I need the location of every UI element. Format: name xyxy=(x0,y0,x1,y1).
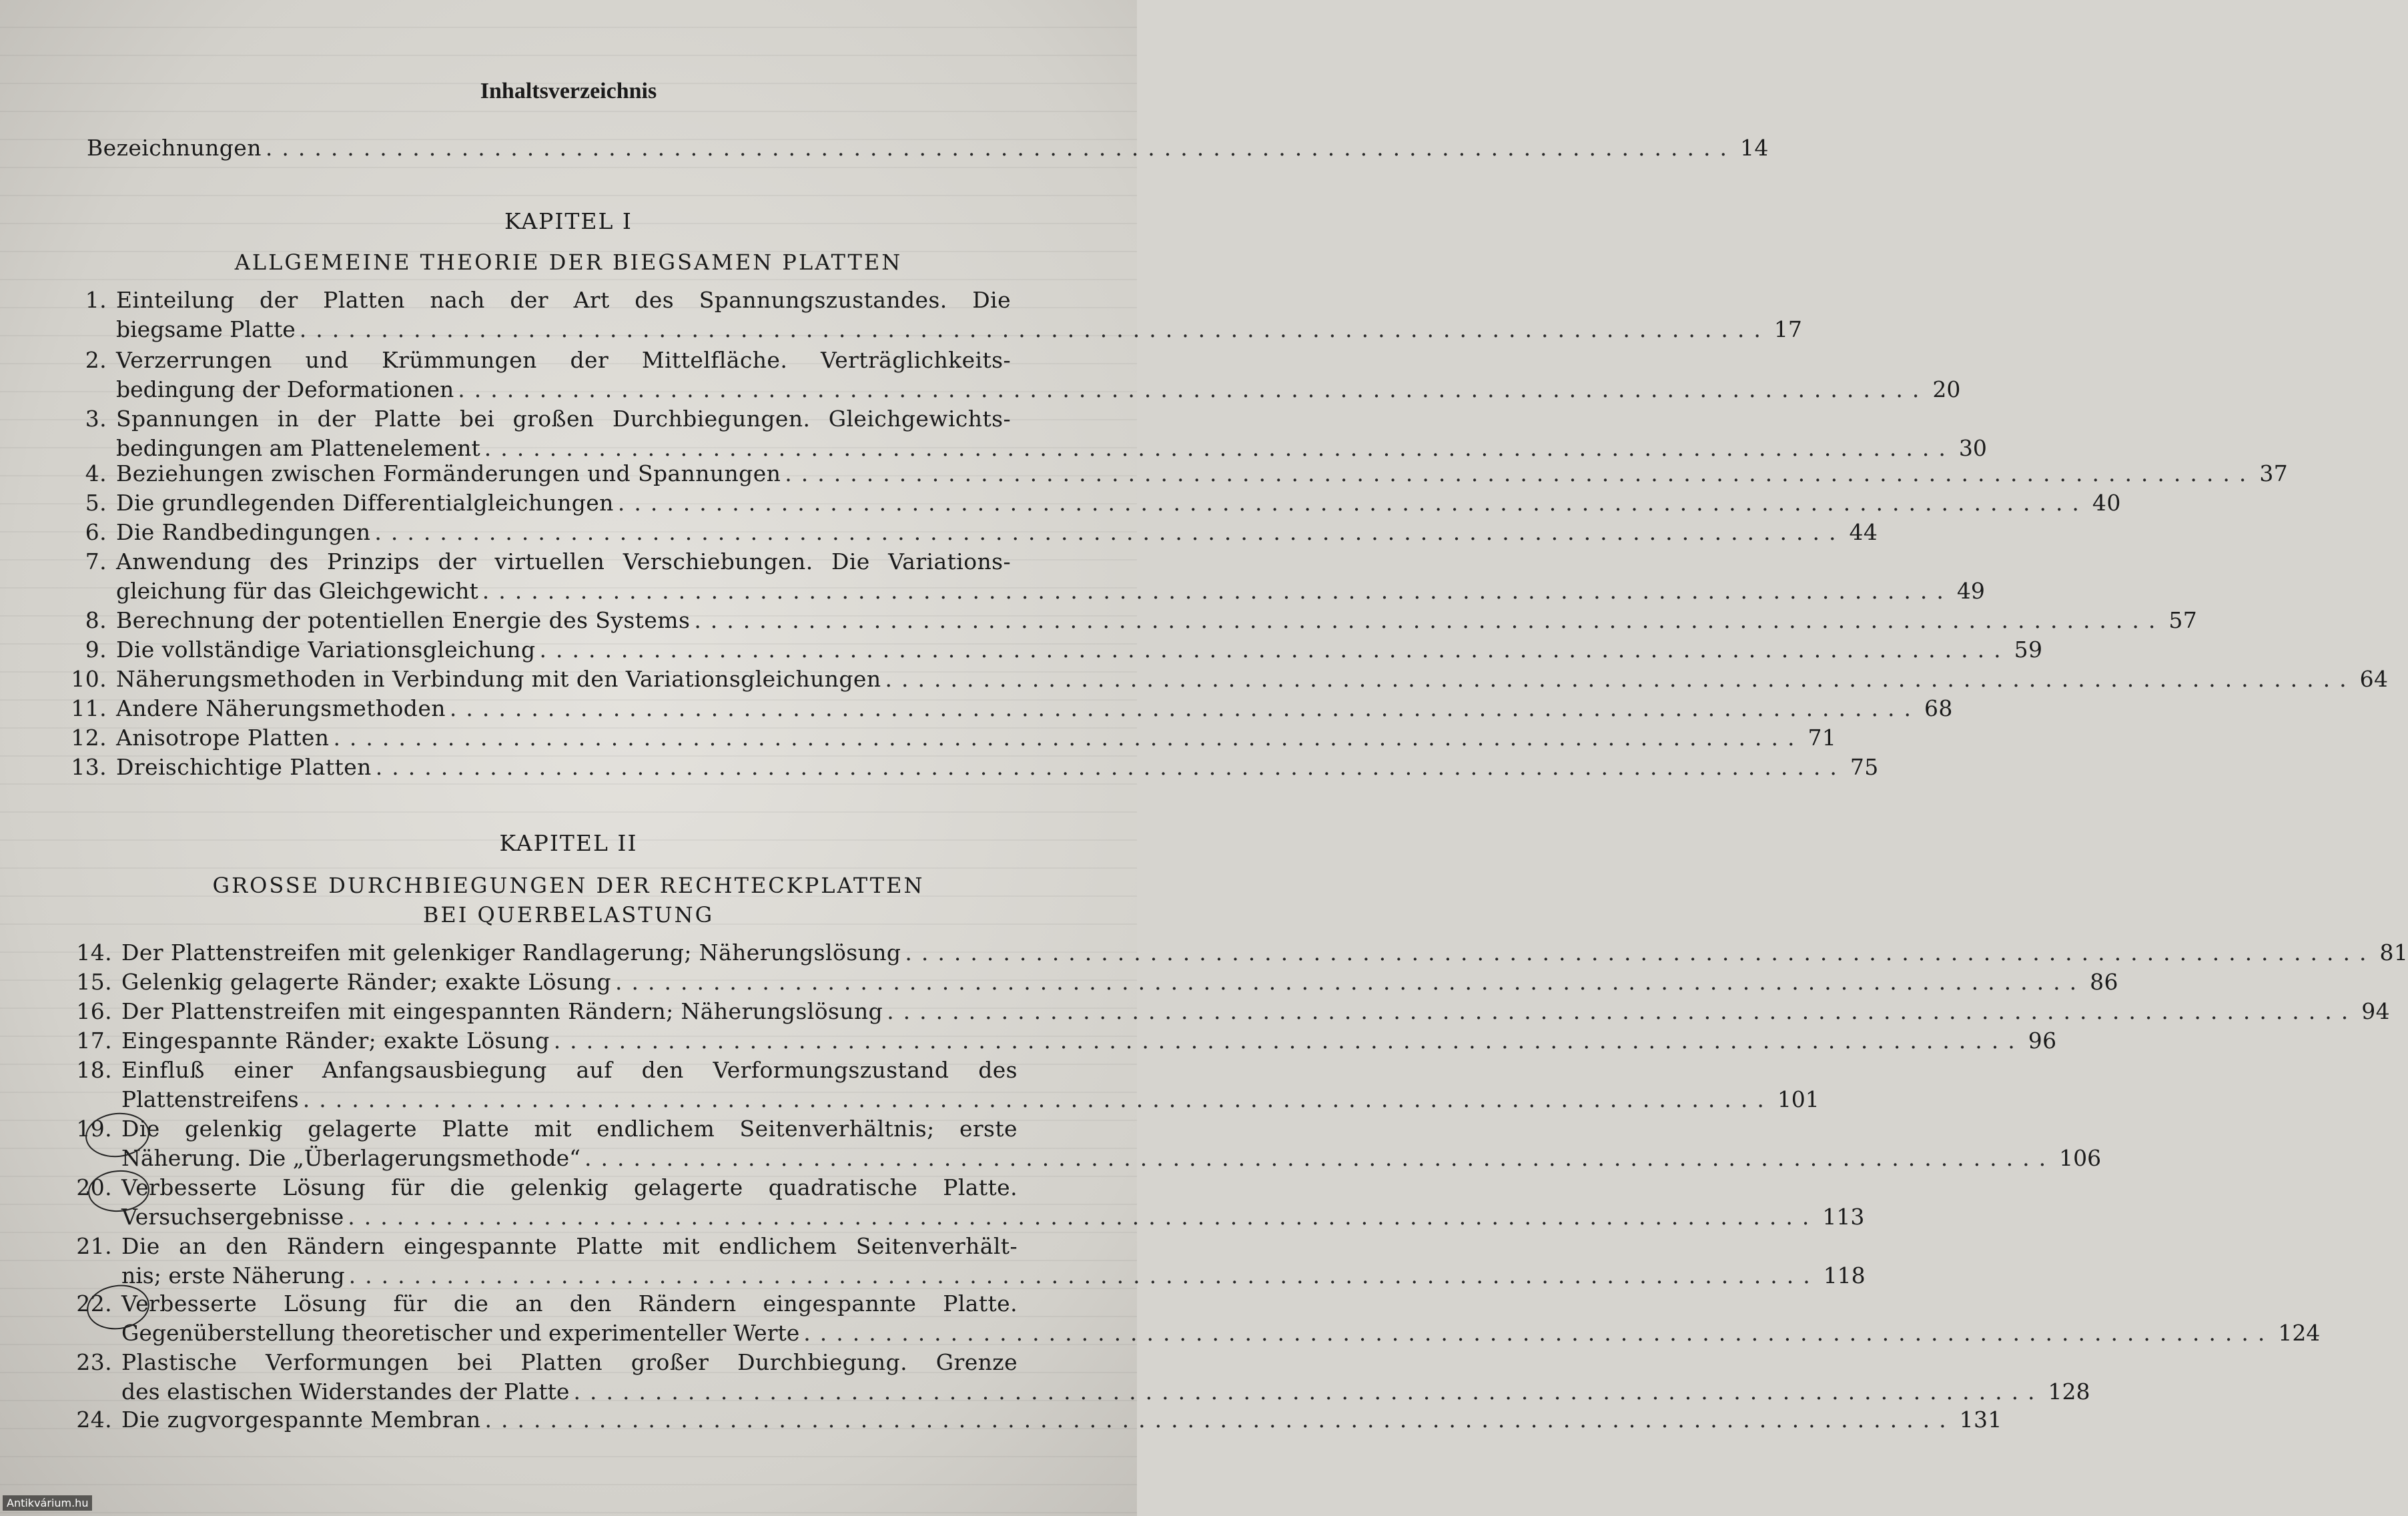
leader-dots: .......................................................................................... xyxy=(484,435,1955,461)
entry-title: Spannungen in der Platte bei großen Durchbiegungen. Gleichgewichts- xyxy=(116,406,1011,432)
entry-title-continued: bedingungen am Plattenelement xyxy=(116,435,480,461)
toc-entry xyxy=(60,665,2389,694)
entry-title: Einteilung der Platten nach der Art des Spannungszustandes. Die xyxy=(116,287,1011,313)
toc-entry-continuation xyxy=(116,577,1985,606)
entry-page: 96 xyxy=(2028,1028,2057,1054)
entry-title-continued: des elastischen Widerstandes der Platte xyxy=(121,1379,570,1405)
entry-page: 131 xyxy=(1959,1407,2002,1433)
toc-entry xyxy=(60,459,2289,488)
leader-dots: .......................................................................................... xyxy=(803,1320,2275,1346)
toc-entry-continuation xyxy=(121,1377,2090,1407)
entry-number: 11. xyxy=(71,695,107,721)
leader-dots: .......................................................................................... xyxy=(265,135,1736,161)
entry-title: Gelenkig gelagerte Ränder; exakte Lösung xyxy=(121,969,611,995)
entry-title: Die grundlegenden Differentialgleichungen xyxy=(116,490,614,516)
toc-entry-front xyxy=(87,133,1769,163)
entry-title: Die zugvorgespannte Membran xyxy=(121,1407,481,1433)
entry-page: 64 xyxy=(2359,666,2389,692)
toc-entry xyxy=(65,1348,1018,1377)
entry-number: 21. xyxy=(76,1233,112,1259)
entry-page: 37 xyxy=(2259,460,2289,486)
entry-number: 24. xyxy=(76,1407,112,1433)
entry-title: Die an den Rändern eingespannte Platte mit endlichem Seitenverhält- xyxy=(121,1233,1018,1259)
entry-number: 22. xyxy=(76,1290,112,1316)
entry-title: Eingespannte Ränder; exakte Lösung xyxy=(121,1028,550,1054)
entry-label: Bezeichnungen xyxy=(87,135,262,161)
chapter-title-line2: BEI QUERBELASTUNG xyxy=(422,902,715,927)
entry-page: 17 xyxy=(1773,316,1802,342)
toc-entry xyxy=(60,753,1879,782)
entry-number: 5. xyxy=(85,490,107,516)
leader-dots: .......................................................................................... xyxy=(617,490,2088,516)
entry-page: 14 xyxy=(1739,135,1769,161)
entry-title: Näherungsmethoden in Verbindung mit den Variationsgleichungen xyxy=(116,666,881,692)
leader-dots: .......................................................................................... xyxy=(885,666,2356,692)
toc-entry xyxy=(60,694,1953,723)
entry-title: Verbesserte Lösung für die gelenkig gelagerte quadratische Platte. xyxy=(121,1174,1018,1200)
leader-dots: .......................................................................................... xyxy=(333,725,1804,751)
entry-page: 75 xyxy=(1850,754,1879,780)
toc-entry xyxy=(60,404,1011,434)
entry-title: Anisotrope Platten xyxy=(116,725,330,751)
watermark: Antikvárium.hu xyxy=(3,1495,92,1511)
entry-page: 59 xyxy=(2014,637,2043,663)
entry-title-continued: biegsame Platte xyxy=(116,316,296,342)
entry-title: Plastische Verformungen bei Platten großer Durchbiegung. Grenze xyxy=(121,1349,1018,1375)
leader-dots: .......................................................................................... xyxy=(375,754,1846,780)
leader-dots: .......................................................................................... xyxy=(348,1262,1820,1288)
toc-entry xyxy=(60,518,1878,547)
entry-number: 9. xyxy=(85,637,107,663)
entry-number: 20. xyxy=(76,1174,112,1200)
entry-title-continued: Plattenstreifens xyxy=(121,1086,299,1112)
entry-title-continued: gleichung für das Gleichgewicht xyxy=(116,578,478,604)
chapter-title: ALLGEMEINE THEORIE DER BIEGSAMEN PLATTEN xyxy=(234,250,903,275)
chapter-title-line1: GROSSE DURCHBIEGUNGEN DER RECHTECKPLATTEN xyxy=(212,873,925,898)
entry-title-continued: Versuchsergebnisse xyxy=(121,1204,344,1230)
leader-dots: .......................................................................................... xyxy=(484,1407,1956,1433)
entry-number: 7. xyxy=(85,548,107,575)
entry-title: Die gelenkig gelagerte Platte mit endlichem Seitenverhältnis; erste xyxy=(121,1116,1018,1142)
entry-number: 10. xyxy=(71,666,107,692)
entry-page: 124 xyxy=(2278,1320,2321,1346)
toc-entry-continuation xyxy=(121,1318,2321,1348)
toc-entry xyxy=(65,1232,1018,1261)
entry-number: 6. xyxy=(85,519,107,545)
entry-title: Andere Näherungsmethoden xyxy=(116,695,446,721)
toc-entry xyxy=(65,1114,1018,1144)
entry-number: 12. xyxy=(71,725,107,751)
entry-title: Die vollständige Variationsgleichung xyxy=(116,637,536,663)
toc-entry xyxy=(65,968,2118,997)
toc-entry xyxy=(60,286,1011,315)
entry-title-continued: Gegenüberstellung theoretischer und experimenteller Werte xyxy=(121,1320,800,1346)
entry-title-continued: nis; erste Näherung xyxy=(121,1262,345,1288)
entry-page: 49 xyxy=(1956,578,1985,604)
toc-entry-continuation xyxy=(121,1085,1820,1114)
entry-page: 20 xyxy=(1932,376,1961,402)
toc-entry xyxy=(60,547,1011,577)
entry-title: Verbesserte Lösung für die an den Rändern eingespannte Platte. xyxy=(121,1290,1018,1316)
entry-title: Der Plattenstreifen mit gelenkiger Randlagerung; Näherungslösung xyxy=(121,939,901,966)
toc-entry-continuation xyxy=(121,1144,2102,1173)
leader-dots: .......................................................................................... xyxy=(374,519,1846,545)
toc-entry xyxy=(60,606,2198,635)
entry-title: Die Randbedingungen xyxy=(116,519,371,545)
entry-page: 40 xyxy=(2092,490,2121,516)
leader-dots: .......................................................................................... xyxy=(615,969,2086,995)
entry-number: 1. xyxy=(85,287,107,313)
entry-page: 113 xyxy=(1822,1204,1865,1230)
leader-dots: .......................................................................................... xyxy=(458,376,1929,402)
toc-entry xyxy=(65,1026,2057,1056)
toc-entry xyxy=(65,997,2391,1026)
leader-dots: .......................................................................................... xyxy=(482,578,1953,604)
toc-entry xyxy=(65,1405,2002,1435)
entry-number: 14. xyxy=(76,939,112,966)
leader-dots: .......................................................................................... xyxy=(449,695,1920,721)
entry-number: 2. xyxy=(85,347,107,373)
chapter-heading: KAPITEL II xyxy=(499,830,638,856)
entry-number: 15. xyxy=(76,969,112,995)
toc-entry xyxy=(65,1056,1018,1085)
leader-dots: .......................................................................................... xyxy=(573,1379,2044,1405)
entry-number: 8. xyxy=(85,607,107,633)
entry-page: 68 xyxy=(1924,695,1953,721)
chapter-heading: KAPITEL I xyxy=(504,208,633,234)
leader-dots: .......................................................................................... xyxy=(348,1204,1819,1230)
leader-dots: .......................................................................................... xyxy=(584,1145,2056,1171)
entry-page: 44 xyxy=(1849,519,1878,545)
toc-entry xyxy=(60,635,2043,665)
entry-title: Dreischichtige Platten xyxy=(116,754,372,780)
leader-dots: .......................................................................................... xyxy=(302,1086,1773,1112)
entry-number: 18. xyxy=(76,1057,112,1083)
leader-dots: .......................................................................................... xyxy=(905,939,2376,966)
entry-number: 3. xyxy=(85,406,107,432)
toc-entry xyxy=(65,938,2408,968)
entry-title: Der Plattenstreifen mit eingespannten Rändern; Näherungslösung xyxy=(121,998,883,1024)
entry-number: 19. xyxy=(76,1116,112,1142)
entry-page: 71 xyxy=(1808,725,1837,751)
toc-entry-continuation xyxy=(121,1261,1866,1290)
entry-page: 94 xyxy=(2361,998,2391,1024)
toc-entry-continuation xyxy=(116,315,1802,344)
toc-entry xyxy=(60,488,2121,518)
leader-dots: .......................................................................................... xyxy=(553,1028,2024,1054)
entry-number: 17. xyxy=(76,1028,112,1054)
leader-dots: .......................................................................................... xyxy=(299,316,1770,342)
entry-page: 118 xyxy=(1823,1262,1866,1288)
toc-entry xyxy=(65,1173,1018,1202)
entry-page: 30 xyxy=(1958,435,1987,461)
entry-page: 86 xyxy=(2090,969,2118,995)
leader-dots: .......................................................................................... xyxy=(694,607,2165,633)
entry-page: 128 xyxy=(2048,1379,2090,1405)
toc-entry xyxy=(65,1289,1018,1318)
entry-title-continued: Näherung. Die „Überlagerungsmethode“ xyxy=(121,1145,581,1171)
entry-title: Berechnung der potentiellen Energie des Systems xyxy=(116,607,691,633)
toc-entry xyxy=(60,723,1837,753)
leader-dots: .......................................................................................... xyxy=(887,998,2358,1024)
entry-page: 101 xyxy=(1777,1086,1820,1112)
entry-title-continued: bedingung der Deformationen xyxy=(116,376,454,402)
leader-dots: .......................................................................................... xyxy=(785,460,2256,486)
leader-dots: .......................................................................................... xyxy=(539,637,2010,663)
entry-page: 57 xyxy=(2168,607,2198,633)
entry-page: 106 xyxy=(2059,1145,2102,1171)
entry-title: Beziehungen zwischen Formänderungen und Spannungen xyxy=(116,460,781,486)
toc-entry-continuation xyxy=(121,1202,1865,1232)
entry-title: Verzerrungen und Krümmungen der Mittelfläche. Verträglichkeits- xyxy=(116,347,1011,373)
toc-entry-continuation xyxy=(116,375,1961,404)
entry-number: 23. xyxy=(76,1349,112,1375)
entry-number: 4. xyxy=(85,460,107,486)
entry-title: Einfluß einer Anfangsausbiegung auf den Verformungszustand des xyxy=(121,1057,1018,1083)
page-title: Inhaltsverzeichnis xyxy=(480,79,657,103)
entry-title: Anwendung des Prinzips der virtuellen Verschiebungen. Die Variations- xyxy=(116,548,1011,575)
toc-entry xyxy=(60,346,1011,375)
entry-number: 16. xyxy=(76,998,112,1024)
entry-page: 81 xyxy=(2379,939,2408,966)
entry-number: 13. xyxy=(71,754,107,780)
